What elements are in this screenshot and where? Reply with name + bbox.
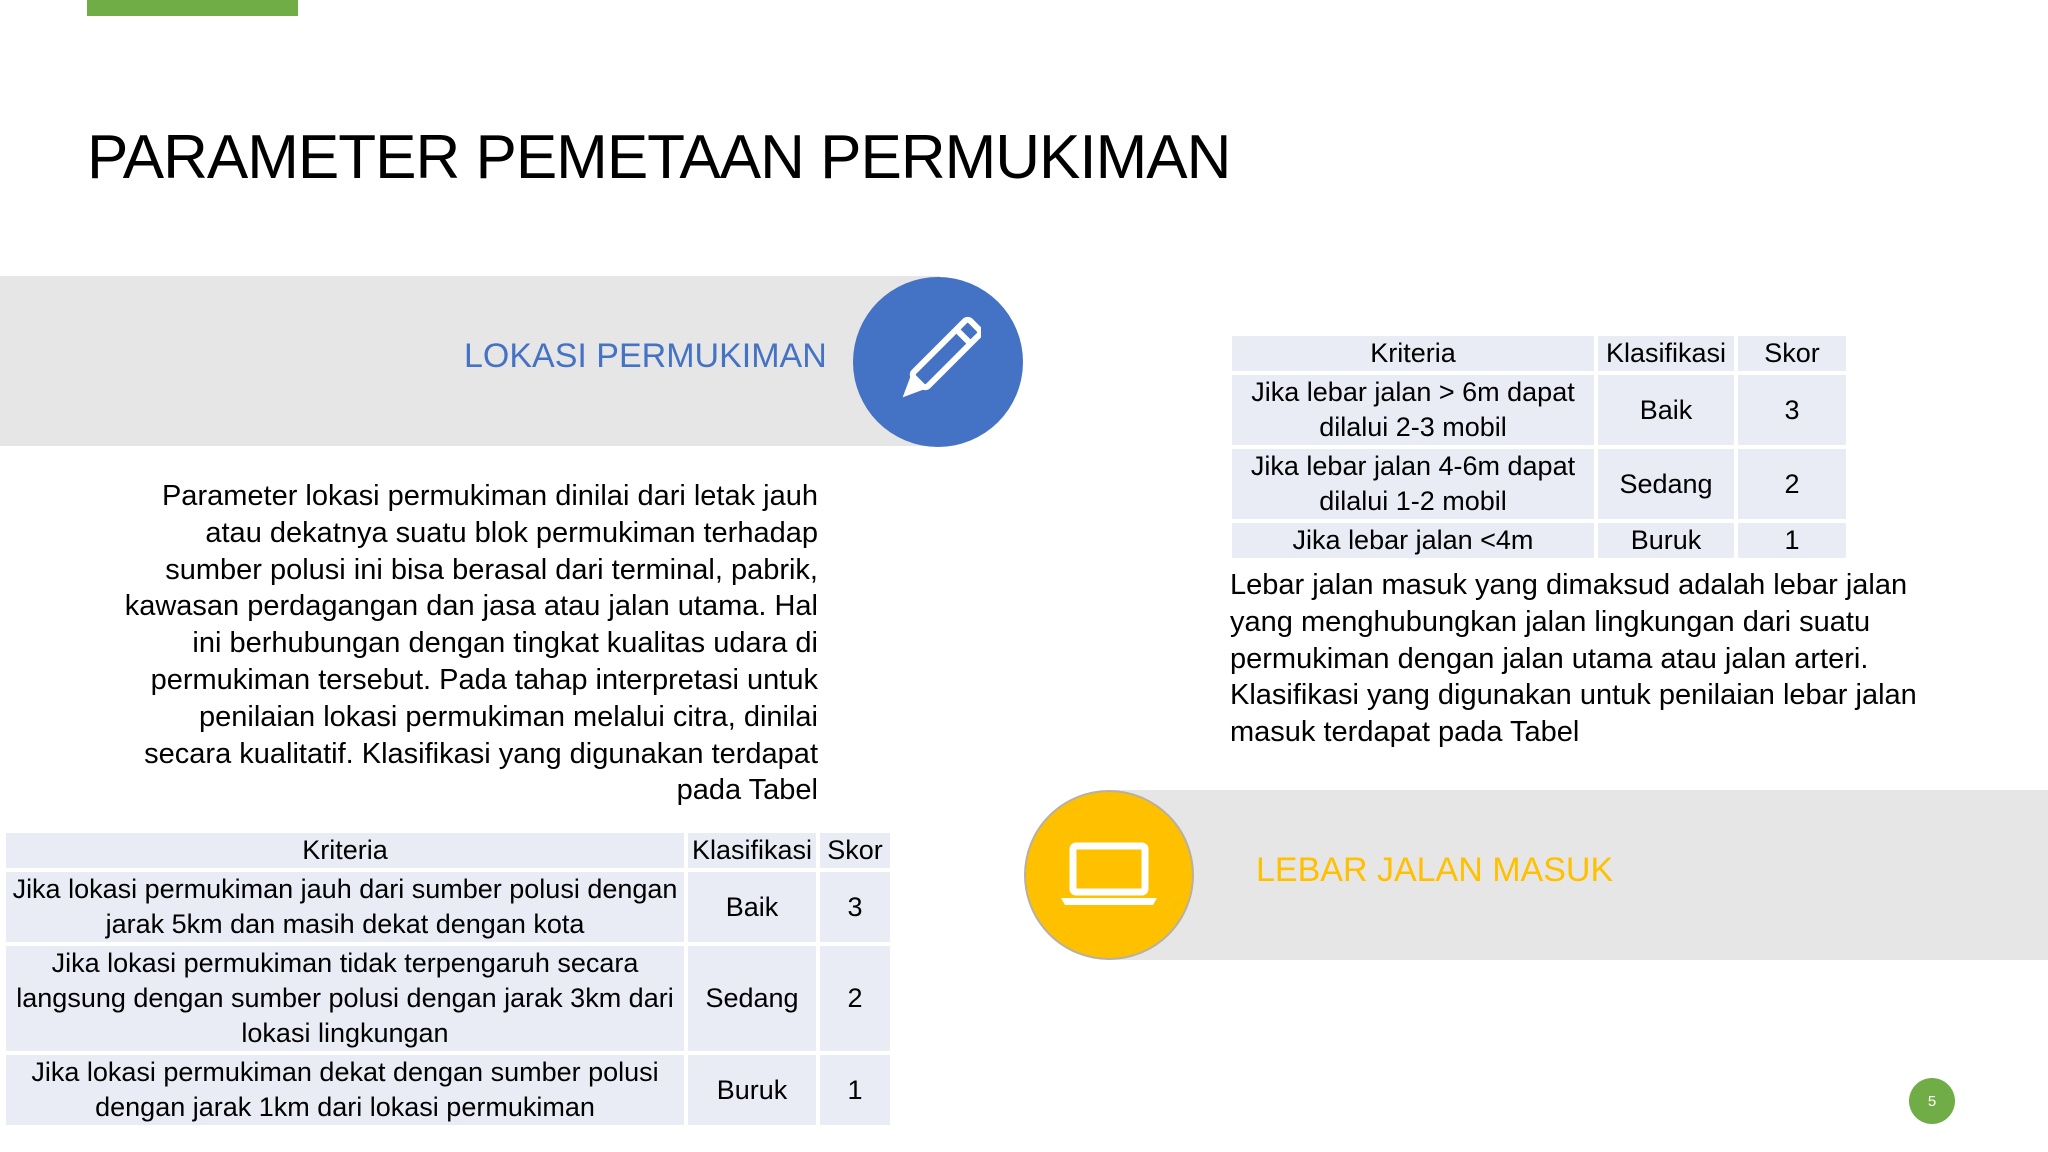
table-cell-klasifikasi: Baik xyxy=(686,870,818,944)
table-header-klasifikasi: Klasifikasi xyxy=(686,831,818,870)
table-cell-kriteria: Jika lebar jalan <4m xyxy=(1230,521,1596,560)
table-header-kriteria: Kriteria xyxy=(1230,334,1596,373)
lokasi-table xyxy=(2,829,894,1129)
table-header-row xyxy=(4,831,892,870)
table-cell-kriteria: Jika lokasi permukiman tidak terpengaruh secara langsung dengan sumber polusi dengan jarak 3km dari lokasi lingkungan xyxy=(4,944,686,1053)
table-cell-skor: 1 xyxy=(1736,521,1848,560)
table-row xyxy=(4,870,892,944)
table-header-kriteria: Kriteria xyxy=(4,831,686,870)
table-cell-skor: 2 xyxy=(818,944,892,1053)
lebar-heading: LEBAR JALAN MASUK xyxy=(1256,851,1614,889)
table-row xyxy=(4,1053,892,1127)
table-row xyxy=(1230,373,1848,447)
table-cell-kriteria: Jika lebar jalan > 6m dapat dilalui 2-3 mobil xyxy=(1230,373,1596,447)
table-header-klasifikasi: Klasifikasi xyxy=(1596,334,1736,373)
table-row xyxy=(1230,447,1848,521)
laptop-icon xyxy=(1059,842,1159,908)
pencil-icon xyxy=(895,316,981,408)
lebar-icon-circle xyxy=(1024,790,1194,960)
table-cell-klasifikasi: Sedang xyxy=(686,944,818,1053)
table-cell-skor: 3 xyxy=(1736,373,1848,447)
lokasi-heading: LOKASI PERMUKIMAN xyxy=(464,337,827,375)
lebar-paragraph: Lebar jalan masuk yang dimaksud adalah lebar jalan yang menghubungkan jalan lingkungan dari suatu permukiman dengan jalan utama atau jalan arteri. Klasifikasi yang digunakan untuk penilaian lebar jalan masuk terdapat pada Tabel xyxy=(1230,569,1917,749)
table-row xyxy=(4,944,892,1053)
page-number-badge: 5 xyxy=(1909,1078,1955,1124)
table-cell-klasifikasi: Buruk xyxy=(686,1053,818,1127)
table-cell-skor: 3 xyxy=(818,870,892,944)
table-cell-skor: 1 xyxy=(818,1053,892,1127)
table-cell-skor: 2 xyxy=(1736,447,1848,521)
table-header-row xyxy=(1230,334,1848,373)
table-cell-kriteria: Jika lebar jalan 4-6m dapat dilalui 1-2 mobil xyxy=(1230,447,1596,521)
table-header-skor: Skor xyxy=(818,831,892,870)
table-row xyxy=(1230,521,1848,560)
table-cell-klasifikasi: Buruk xyxy=(1596,521,1736,560)
slide-title: PARAMETER PEMETAAN PERMUKIMAN xyxy=(87,123,1231,192)
table-cell-kriteria: Jika lokasi permukiman dekat dengan sumber polusi dengan jarak 1km dari lokasi permukiman xyxy=(4,1053,686,1127)
table-cell-klasifikasi: Sedang xyxy=(1596,447,1736,521)
lokasi-icon-circle xyxy=(853,277,1023,447)
lokasi-paragraph: Parameter lokasi permukiman dinilai dari letak jauh atau dekatnya suatu blok permukiman terhadap sumber polusi ini bisa berasal dari terminal, pabrik, kawasan perdagangan dan jasa atau jalan utama. Hal ini berhubungan dengan tingkat kualitas udara di permukiman tersebut. Pada tahap interpretasi untuk penilaian lokasi permukiman melalui citra, dinilai secara kualitatif. Klasifikasi yang digunakan terdapat pada Tabel xyxy=(124,480,818,807)
table-cell-klasifikasi: Baik xyxy=(1596,373,1736,447)
table-cell-kriteria: Jika lokasi permukiman jauh dari sumber polusi dengan jarak 5km dan masih dekat dengan kota xyxy=(4,870,686,944)
lebar-table xyxy=(1228,332,1850,562)
accent-bar xyxy=(87,0,298,16)
table-header-skor: Skor xyxy=(1736,334,1848,373)
